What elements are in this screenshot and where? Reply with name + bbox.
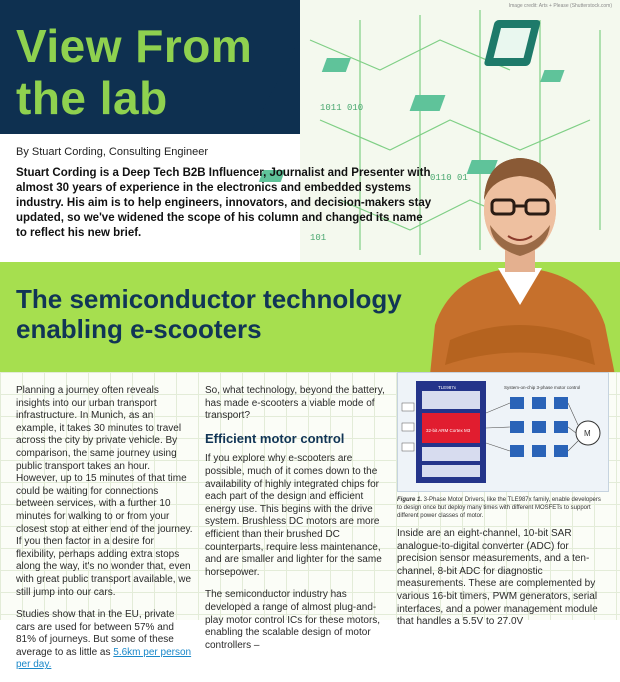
col2-paragraph-2: If you explore why e-scooters are possible, much of it comes down to the availability of highly integrated chips for each part of the design and efficient energy use. This begins with the drive system. Brushless DC motors are more efficient than their brushed DC counterparts, require less maintenance, and are smaller and lighter for the same horsepower. [205, 453, 382, 578]
col3-paragraph-1: Inside are an eight-channel, 10-bit SAR analogue-to-digital converter (ADC) for precision sensor measurements, and a ten-channel, 8-bit ADC for diagnostic measurements. These are complemented by various 16-bit timers, PWM generators, serial interfaces, and a power management module that handles a 5.5V to 27.0V [397, 528, 598, 628]
chip-name-label: TLE987x [438, 385, 457, 390]
masthead-line-1: View From [16, 20, 253, 72]
section-heading: Efficient motor control [205, 430, 345, 446]
svg-text:M: M [584, 429, 591, 438]
col1-paragraph-2 [16, 609, 194, 672]
svg-text:0110 01: 0110 01 [430, 173, 468, 183]
col2-paragraph-3: The semiconductor industry has developed a range of almost plug-and-play motor control ICs for these motors, enabling the scalable design of motor controllers – [205, 589, 381, 651]
figure-caption [397, 496, 607, 520]
article-title: The semiconductor technology enabling e-scooters [16, 284, 402, 344]
column-3 [397, 372, 607, 629]
masthead-line-2: the lab [16, 72, 168, 124]
svg-text:101: 101 [310, 233, 327, 243]
system-title-label: System-on-chip 3-phase motor control [504, 385, 581, 390]
author-intro: Stuart Cording is a Deep Tech B2B Influencer, Journalist and Presenter with almost 30 years of experience in the electronics and embedded systems industry. His aim is to help engineers, innovators, and decision-makers stay updated, so we've widened the scope of his column and changed its name to reflect his new brief. [16, 167, 432, 239]
column-1 [16, 385, 194, 682]
col1-paragraph-2-text: Studies show that in the EU, private cars are used for between 57% and 81% of journeys. But some of these average to as little as [16, 609, 175, 658]
col2-paragraph-1: So, what technology, beyond the battery, has made e-scooters a viable mode of transport? [205, 385, 385, 422]
col1-paragraph-1: Planning a journey often reveals insights into our urban transport infrastructure. In Munich, as an example, it takes 30 minutes to travel across the city by private vehicle. By comparison, the same journey using public transport takes an hour. However, up to 15 minutes of that time could be waiting for connections between services, with a further 10 minutes for walking to or from your closest stop at either end of the journey. If you then factor in a desire for flexibility, perhaps adding extra stops along the way, it's no wonder that, even with great public transport available, we still jump into our cars. [16, 385, 193, 598]
caption-text: 3-Phase Motor Drivers, like the TLE987x family, enable developers to design once but deploy many times with different MOSFETs to support different power classes of motor. [397, 497, 601, 519]
column-masthead [16, 20, 252, 124]
caption-label: Figure 1. [397, 497, 423, 503]
image-credit: Image credit: Arts + Please (Shutterstock.com) [508, 3, 612, 9]
figure-1-diagram [397, 372, 609, 492]
svg-text:1011 010: 1011 010 [320, 103, 364, 113]
distance-link[interactable]: 5.6km per person per day. [16, 646, 192, 671]
column-2 [205, 385, 385, 662]
title-banner-text-layer [0, 262, 620, 372]
cpu-block-label: 32-bit ARM Cortex M3 [426, 428, 471, 433]
byline: By Stuart Cording, Consulting Engineer [16, 146, 208, 158]
